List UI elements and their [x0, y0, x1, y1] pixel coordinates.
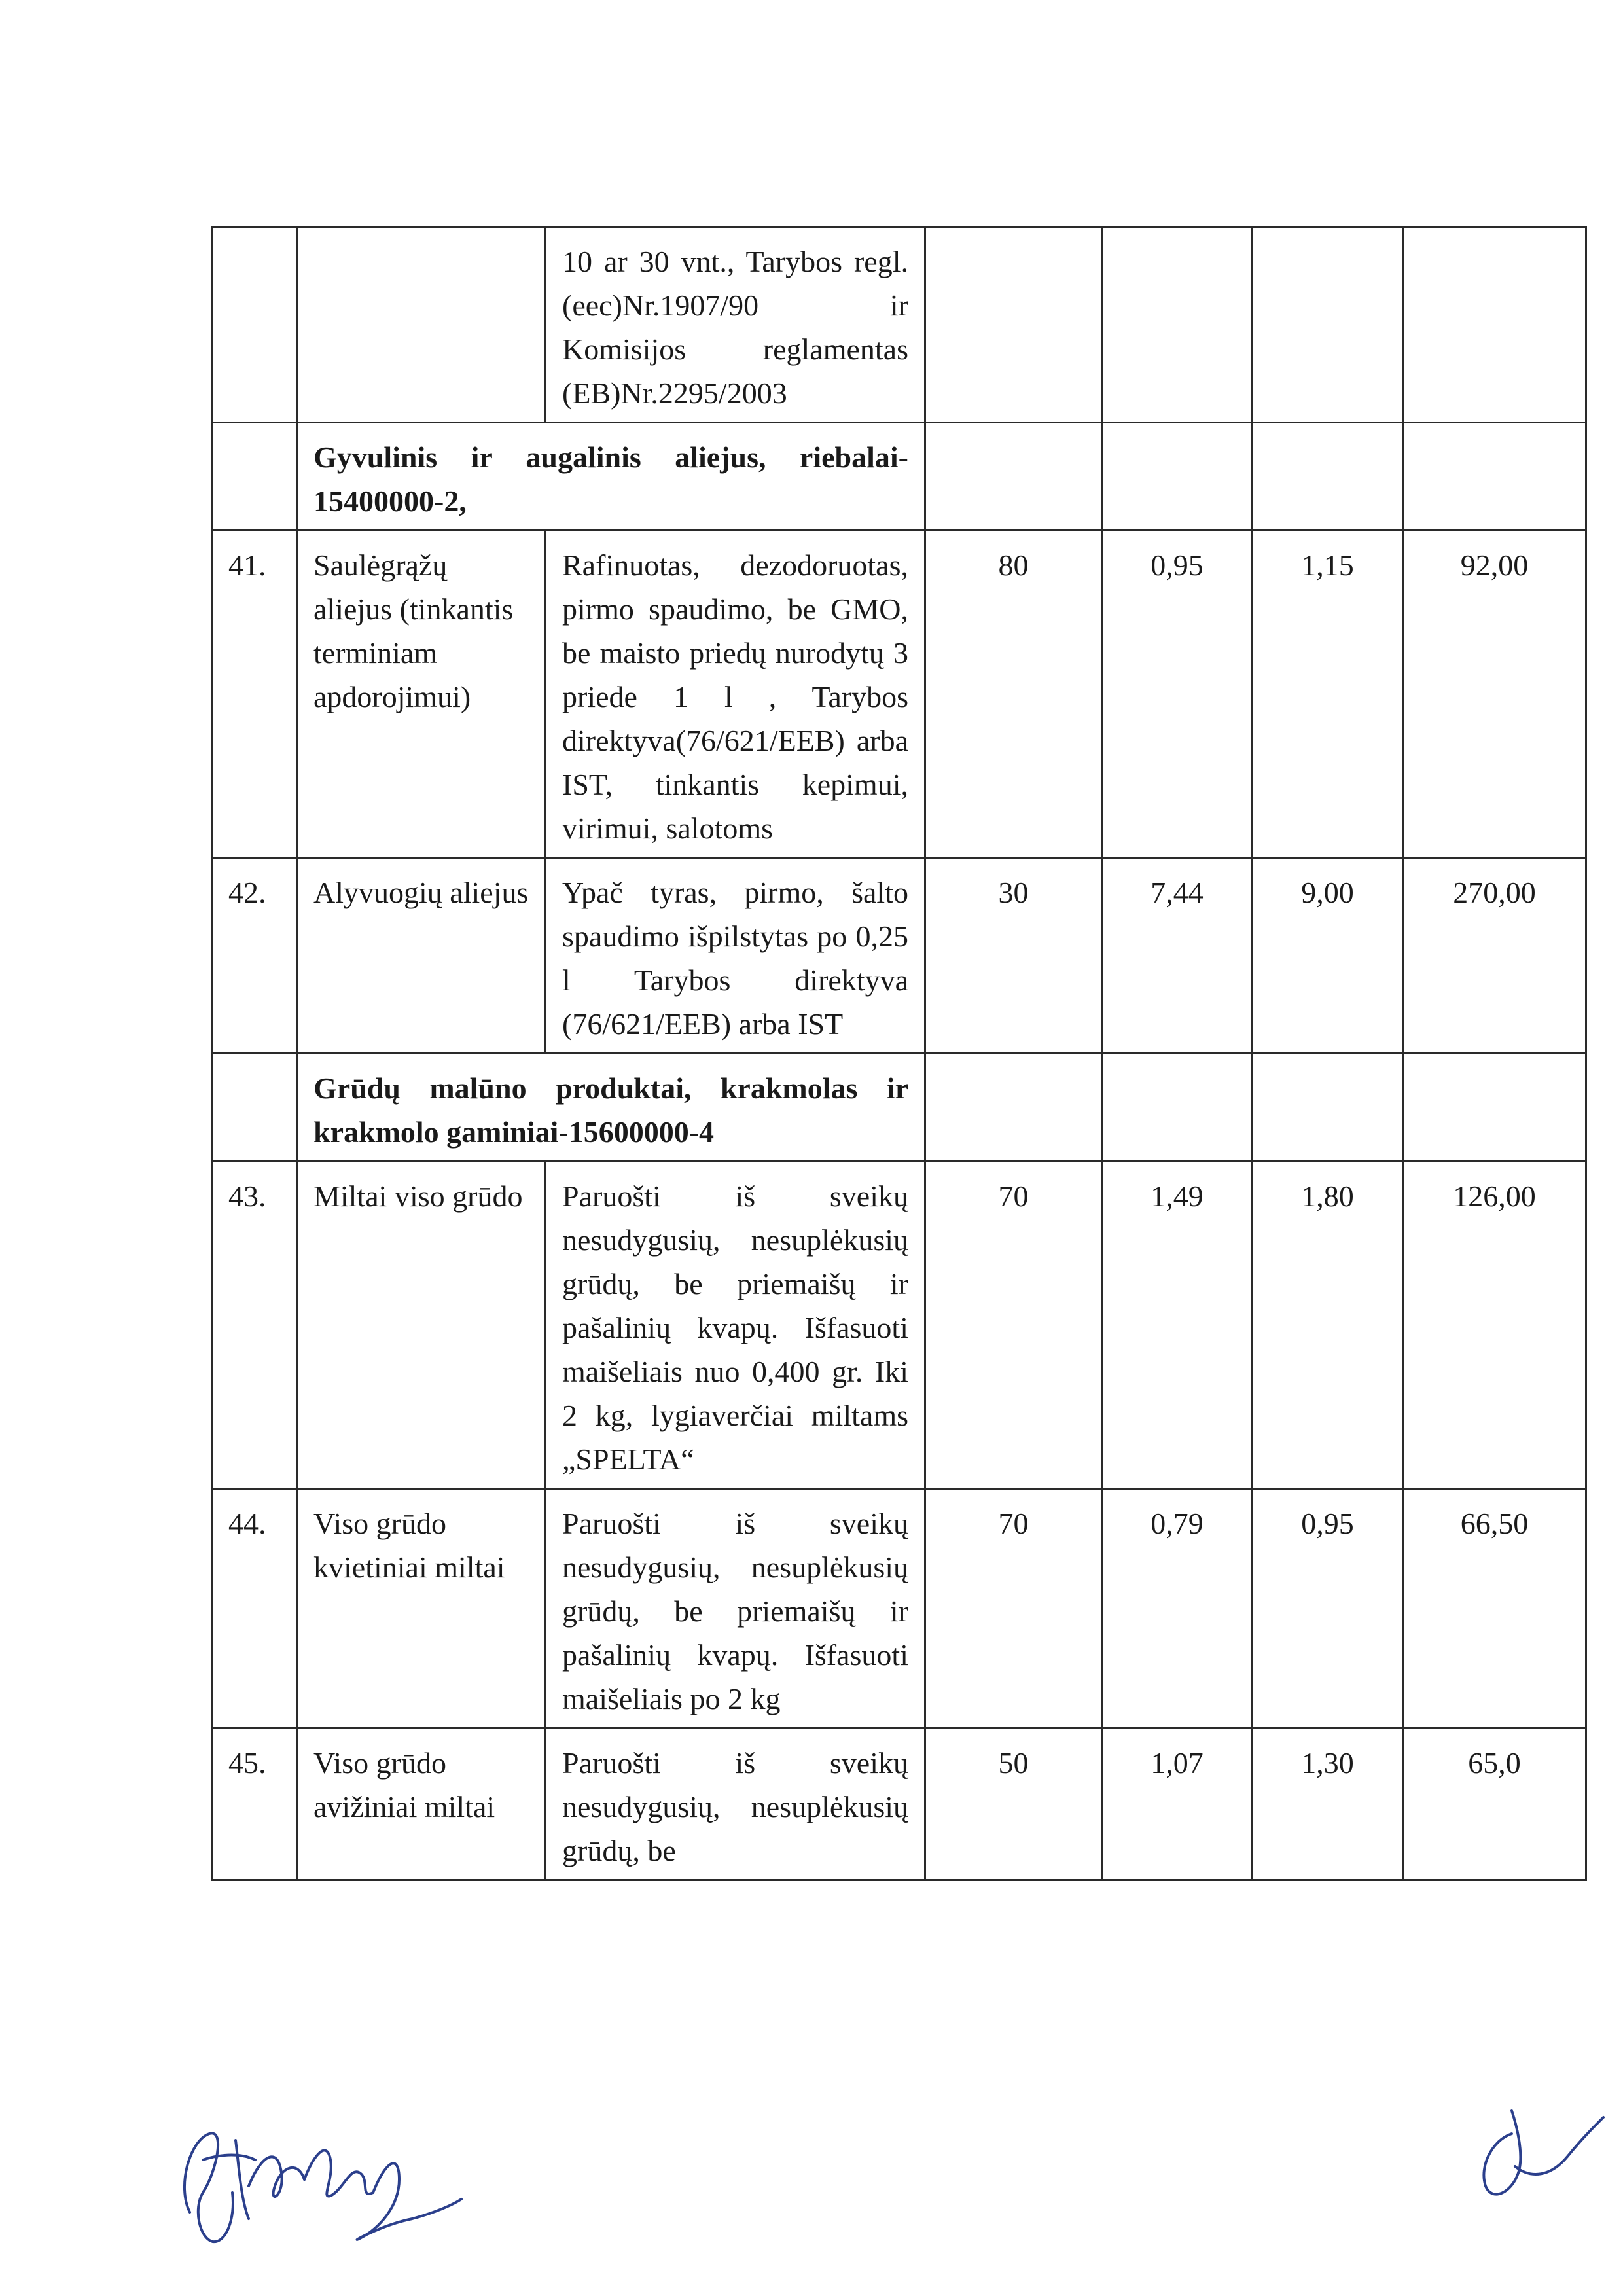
- cell-price: [1102, 227, 1253, 423]
- cell-qty: [925, 227, 1102, 423]
- cell-description: 10 ar 30 vnt., Tarybos regl.(eec)Nr.1907/90 ir Komisijos reglamentas (EB)Nr.2295/2003: [546, 227, 925, 423]
- cell-price-vat: 0,95: [1253, 1489, 1403, 1729]
- cell-total: 92,00: [1403, 531, 1586, 858]
- cell-qty: 70: [925, 1162, 1102, 1489]
- cell-num: 44.: [212, 1489, 297, 1729]
- cell-name: [297, 227, 546, 423]
- group-label: Grūdų malūno produktai, krakmolas ir krakmolo gaminiai-15600000-4: [297, 1054, 925, 1162]
- cell-total: 65,0: [1403, 1729, 1586, 1880]
- cell-num: 42.: [212, 858, 297, 1054]
- table-row: [212, 1162, 1586, 1489]
- cell-num: [212, 1054, 297, 1162]
- table-row: [212, 531, 1586, 858]
- signature-left: [164, 2114, 465, 2258]
- table-row: [212, 1729, 1586, 1880]
- specification-table: [211, 226, 1587, 1881]
- cell-price: 0,79: [1102, 1489, 1253, 1729]
- cell-name: Saulėgrąžų aliejus (tinkantis terminiam apdorojimui): [297, 531, 546, 858]
- cell-description: Paruošti iš sveikų nesudygusių, nesuplėkusių grūdų, be priemaišų ir pašalinių kvapų. Išfasuoti maišeliais po 2 kg: [546, 1489, 925, 1729]
- cell-price: 1,49: [1102, 1162, 1253, 1489]
- cell-qty: 50: [925, 1729, 1102, 1880]
- cell-total: 270,00: [1403, 858, 1586, 1054]
- cell-qty: 80: [925, 531, 1102, 858]
- cell-name: Miltai viso grūdo: [297, 1162, 546, 1489]
- cell-num: [212, 423, 297, 531]
- cell-price: 7,44: [1102, 858, 1253, 1054]
- cell-price: [1102, 1054, 1253, 1162]
- cell-total: [1403, 227, 1586, 423]
- group-row: [212, 423, 1586, 531]
- table-row: [212, 858, 1586, 1054]
- cell-price: [1102, 423, 1253, 531]
- group-label: Gyvulinis ir augalinis aliejus, riebalai-15400000-2,: [297, 423, 925, 531]
- table-row: [212, 1489, 1586, 1729]
- cell-qty: [925, 423, 1102, 531]
- cell-price: 1,07: [1102, 1729, 1253, 1880]
- cell-total: [1403, 423, 1586, 531]
- cell-price: 0,95: [1102, 531, 1253, 858]
- cell-price-vat: [1253, 423, 1403, 531]
- cell-price-vat: [1253, 1054, 1403, 1162]
- cell-price-vat: [1253, 227, 1403, 423]
- cell-total: 66,50: [1403, 1489, 1586, 1729]
- cell-price-vat: 1,30: [1253, 1729, 1403, 1880]
- cell-qty: [925, 1054, 1102, 1162]
- cell-num: 41.: [212, 531, 297, 858]
- cell-qty: 30: [925, 858, 1102, 1054]
- cell-price-vat: 1,80: [1253, 1162, 1403, 1489]
- cell-price-vat: 9,00: [1253, 858, 1403, 1054]
- cell-description: Rafinuotas, dezodoruotas, pirmo spaudimo, be GMO, be maisto priedų nurodytų 3 priede 1 l , Tarybos direktyva(76/621/EEB) arba IST, tinkantis kepimui, virimui, salotoms: [546, 531, 925, 858]
- cell-description: Ypač tyras, pirmo, šalto spaudimo išpilstytas po 0,25 l Tarybos direktyva (76/621/EEB) arba IST: [546, 858, 925, 1054]
- cell-num: [212, 227, 297, 423]
- cell-total: 126,00: [1403, 1162, 1586, 1489]
- cell-price-vat: 1,15: [1253, 531, 1403, 858]
- cell-total: [1403, 1054, 1586, 1162]
- table-row: [212, 227, 1586, 423]
- signature-right: [1453, 2094, 1610, 2212]
- cell-name: Viso grūdo kvietiniai miltai: [297, 1489, 546, 1729]
- cell-name: Alyvuogių aliejus: [297, 858, 546, 1054]
- cell-description: Paruošti iš sveikų nesudygusių, nesuplėkusių grūdų, be priemaišų ir pašalinių kvapų. Išfasuoti maišeliais nuo 0,400 gr. Iki 2 kg, lygiaverčiai miltams „SPELTA“: [546, 1162, 925, 1489]
- cell-description: Paruošti iš sveikų nesudygusių, nesuplėkusių grūdų, be: [546, 1729, 925, 1880]
- group-row: [212, 1054, 1586, 1162]
- cell-num: 43.: [212, 1162, 297, 1489]
- cell-qty: 70: [925, 1489, 1102, 1729]
- cell-num: 45.: [212, 1729, 297, 1880]
- cell-name: Viso grūdo avižiniai miltai: [297, 1729, 546, 1880]
